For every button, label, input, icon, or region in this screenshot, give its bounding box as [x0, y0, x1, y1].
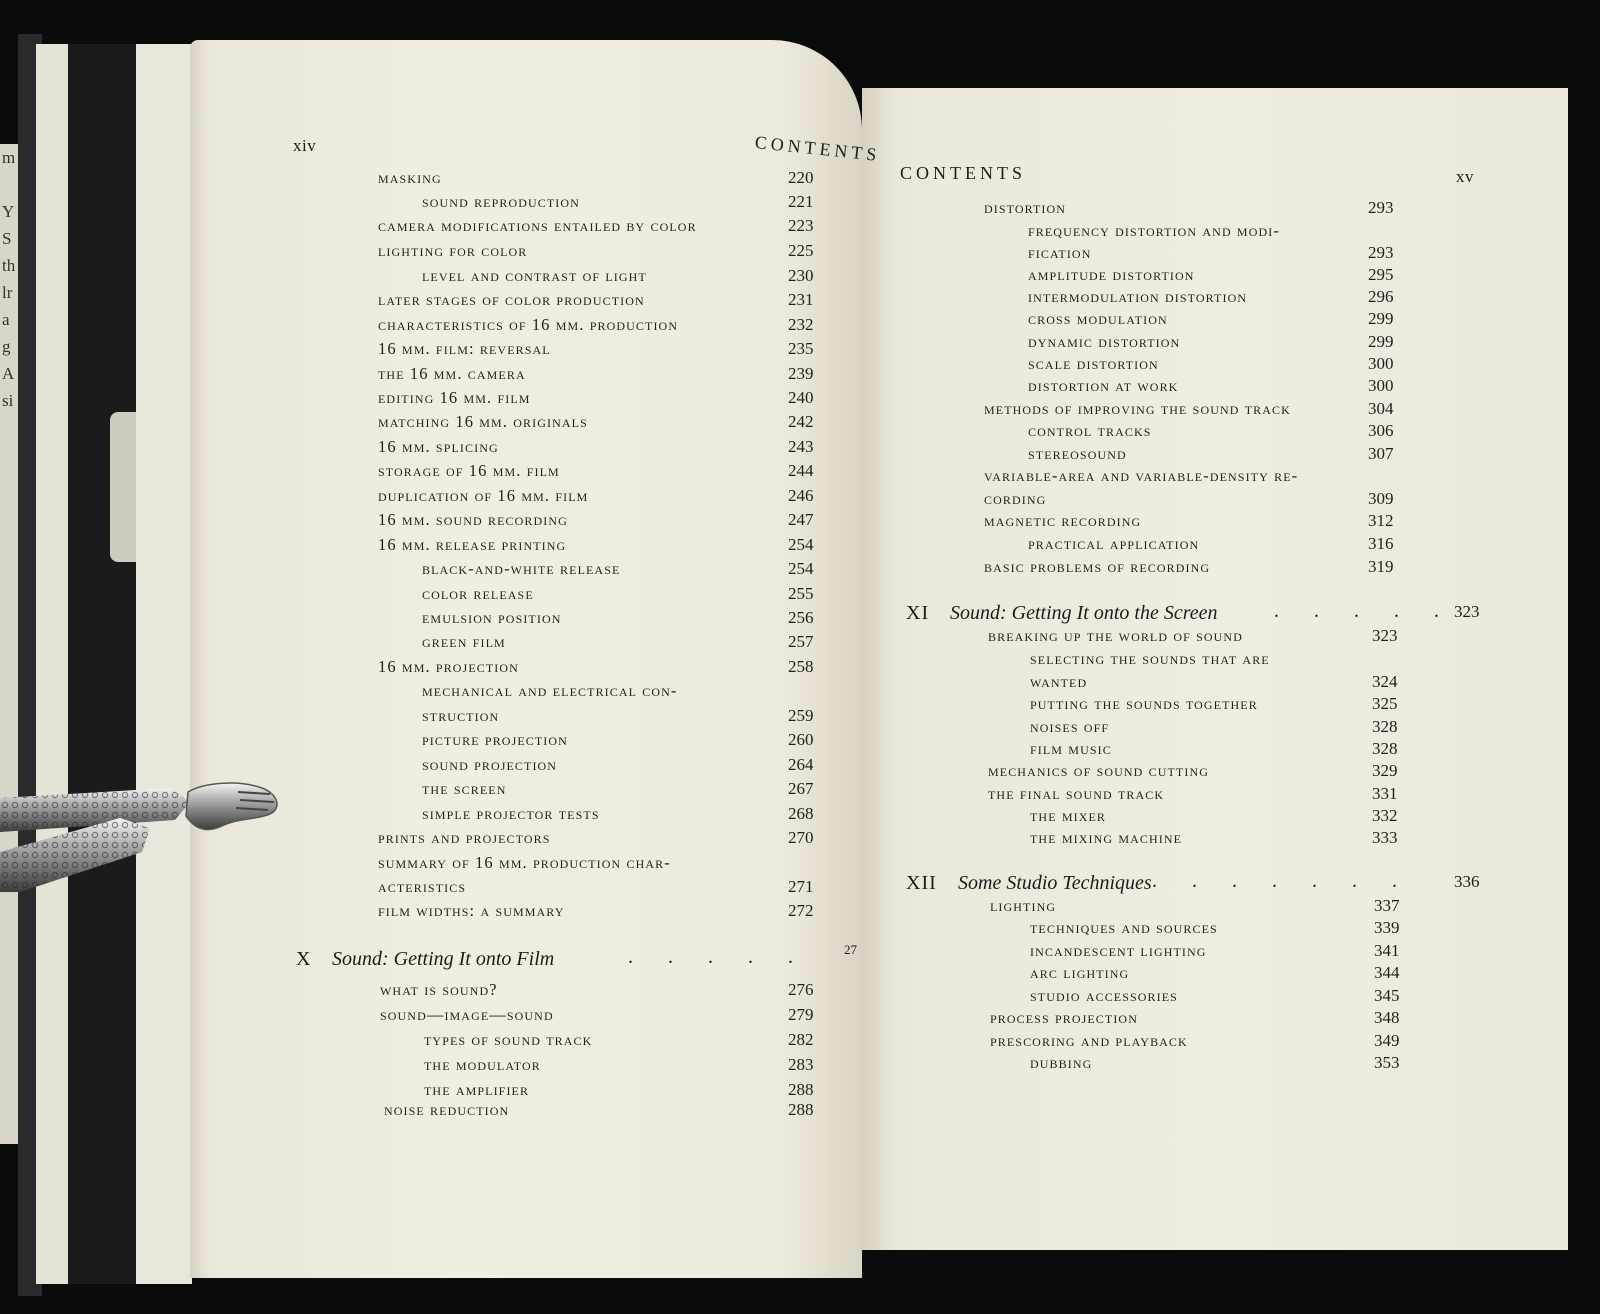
chapter-title: Sound: Getting It onto Film	[332, 948, 555, 970]
toc-entry-page: 255	[788, 584, 814, 603]
toc-entry	[380, 1005, 814, 1027]
toc-entry	[984, 399, 1394, 421]
toc-entry-title: later stages of color production	[378, 290, 645, 309]
toc-entry	[1030, 1053, 1400, 1075]
toc-entry	[378, 339, 814, 361]
toc-entry	[384, 1100, 814, 1122]
toc-entry-title: film music	[1030, 739, 1112, 758]
toc-entry	[1028, 243, 1394, 265]
toc-entry-page: 344	[1374, 963, 1400, 982]
toc-entry-title: level and contrast of light	[422, 266, 647, 285]
toc-entry-page: 312	[1368, 511, 1394, 530]
toc-entry	[984, 511, 1394, 533]
toc-entry-page: 288	[788, 1100, 814, 1119]
toc-entry	[378, 486, 814, 508]
toc-entry-page: 270	[788, 828, 814, 847]
toc-entry	[988, 784, 1398, 806]
flyleaf-letter: si	[2, 391, 14, 410]
toc-entry-page: 243	[788, 437, 814, 456]
toc-entry-title: variable-area and variable-density re-	[984, 466, 1299, 485]
toc-entry-page: 339	[1374, 918, 1400, 937]
flyleaf-letter	[0, 414, 18, 441]
toc-entry	[378, 388, 814, 410]
toc-entry	[984, 198, 1394, 220]
toc-entry	[1030, 739, 1398, 761]
silver-bookmark-clip	[0, 780, 286, 910]
toc-entry	[422, 779, 814, 801]
toc-entry-title: matching 16 mm. originals	[378, 412, 588, 431]
toc-entry-title: dubbing	[1030, 1053, 1093, 1072]
toc-entry-title: the mixing machine	[1030, 828, 1183, 847]
toc-entry-title: cording	[984, 489, 1047, 508]
toc-entry-title: methods of improving the sound track	[984, 399, 1291, 418]
toc-entry	[378, 828, 814, 850]
toc-entry	[378, 315, 814, 337]
toc-entry-page: 246	[788, 486, 814, 505]
toc-entry-title: prescoring and playback	[990, 1031, 1188, 1050]
toc-entry	[378, 461, 814, 483]
toc-entry-title: selecting the sounds that are	[1030, 649, 1270, 668]
toc-entry-title: wanted	[1030, 672, 1088, 691]
toc-entry-title: simple projector tests	[422, 804, 600, 823]
toc-entry-page: 230	[788, 266, 814, 285]
toc-entry-title: incandescent lighting	[1030, 941, 1207, 960]
toc-entry	[422, 730, 814, 752]
toc-entry-page: 328	[1372, 739, 1398, 758]
toc-entry	[1030, 694, 1398, 716]
toc-entry-page: 293	[1368, 243, 1394, 262]
toc-entry	[422, 608, 814, 630]
toc-entry-title: 16 mm. sound recording	[378, 510, 568, 529]
toc-entry-title: struction	[422, 706, 500, 725]
toc-entry-title: sound projection	[422, 755, 558, 774]
toc-entry-page: 341	[1374, 941, 1400, 960]
toc-entry-title: storage of 16 mm. film	[378, 461, 560, 480]
toc-entry	[1028, 287, 1394, 309]
toc-entry-page: 220	[788, 168, 814, 187]
flyleaf-letter: S	[2, 229, 12, 248]
flyleaf-letter: A	[2, 364, 15, 383]
toc-entry-page: 306	[1368, 421, 1394, 440]
toc-entry-page: 296	[1368, 287, 1394, 306]
chapter-leader-dots: . . . . .	[1274, 600, 1454, 622]
toc-entry	[422, 192, 814, 214]
toc-entry	[988, 626, 1398, 648]
chapter-numeral: X	[296, 948, 312, 970]
toc-entry	[1030, 649, 1270, 671]
toc-entry-page: 283	[788, 1055, 814, 1074]
toc-entry-page: 239	[788, 364, 814, 383]
toc-entry-title: prints and projectors	[378, 828, 551, 847]
book-cover-band	[68, 44, 138, 1284]
toc-entry-page: 324	[1372, 672, 1398, 691]
toc-entry-page: 328	[1372, 717, 1398, 736]
chapter-title: Sound: Getting It onto the Screen	[950, 602, 1218, 624]
toc-entry-title: fication	[1028, 243, 1092, 262]
toc-entry	[422, 559, 814, 581]
toc-entry-page: 254	[788, 535, 814, 554]
toc-entry	[378, 290, 814, 312]
toc-entry	[422, 804, 814, 826]
toc-entry-title: emulsion position	[422, 608, 562, 627]
left-running-head: CONTENTS	[753, 132, 882, 166]
right-running-head: CONTENTS	[900, 163, 1026, 183]
toc-entry-page: 345	[1374, 986, 1400, 1005]
toc-entry-page: 240	[788, 388, 814, 407]
toc-entry-title: green film	[422, 632, 506, 651]
right-page-number: xv	[1456, 167, 1474, 186]
toc-entry	[378, 901, 814, 923]
endpaper-stencil-shape	[110, 412, 136, 562]
toc-entry-page: 258	[788, 657, 814, 676]
toc-entry	[1028, 444, 1394, 466]
toc-entry-page: 348	[1374, 1008, 1400, 1027]
chapter-numeral: XI	[906, 602, 930, 624]
toc-entry-page: 332	[1372, 806, 1398, 825]
toc-entry-page: 260	[788, 730, 814, 749]
toc-entry-page: 272	[788, 901, 814, 920]
toc-entry	[422, 681, 678, 703]
toc-entry-page: 319	[1368, 557, 1394, 576]
toc-entry-page: 282	[788, 1030, 814, 1049]
chapter-x-heading	[296, 942, 866, 976]
toc-entry	[1028, 332, 1394, 354]
toc-entry	[1030, 918, 1400, 940]
toc-entry-page: 288	[788, 1080, 814, 1099]
toc-entry	[378, 412, 814, 434]
toc-entry-page: 299	[1368, 332, 1394, 351]
toc-entry	[422, 266, 814, 288]
toc-entry-title: summary of 16 mm. production char-	[378, 853, 671, 872]
toc-entry-page: 268	[788, 804, 814, 823]
toc-entry	[990, 1031, 1400, 1053]
toc-entry	[1028, 421, 1394, 443]
toc-entry	[378, 510, 814, 532]
toc-entry-title: acteristics	[378, 877, 467, 896]
toc-entry	[1028, 534, 1394, 556]
toc-entry	[378, 877, 814, 899]
toc-entry	[984, 466, 1299, 488]
chapter-numeral: XII	[906, 872, 937, 894]
toc-entry-title: the screen	[422, 779, 507, 798]
flyleaf-letter	[0, 441, 18, 468]
toc-entry	[378, 364, 814, 386]
toc-entry-page: 271	[788, 877, 814, 896]
toc-entry-page: 244	[788, 461, 814, 480]
toc-entry-title: 16 mm. splicing	[378, 437, 499, 456]
toc-entry-title: frequency distortion and modi-	[1028, 221, 1280, 240]
toc-entry-page: 323	[1372, 626, 1398, 645]
toc-entry-page: 307	[1368, 444, 1394, 463]
toc-entry	[380, 980, 814, 1002]
toc-entry-page: 309	[1368, 489, 1394, 508]
toc-entry-title: arc lighting	[1030, 963, 1130, 982]
toc-entry-page: 267	[788, 779, 814, 798]
toc-entry-title: amplitude distortion	[1028, 265, 1195, 284]
toc-entry-title: sound reproduction	[422, 192, 580, 211]
toc-entry-title: mechanics of sound cutting	[988, 761, 1209, 780]
toc-entry-title: lighting for color	[378, 241, 528, 260]
toc-entry-page: 329	[1372, 761, 1398, 780]
toc-entry-title: picture projection	[422, 730, 568, 749]
toc-entry	[424, 1055, 814, 1077]
toc-entry	[1030, 806, 1398, 828]
toc-entry	[378, 168, 814, 190]
toc-entry-title: masking	[378, 168, 442, 187]
toc-entry-title: the mixer	[1030, 806, 1107, 825]
toc-entry-page: 353	[1374, 1053, 1400, 1072]
toc-entry-title: sound—image—sound	[380, 1005, 554, 1024]
toc-entry	[378, 216, 814, 238]
toc-entry-title: the 16 mm. camera	[378, 364, 526, 383]
toc-entry	[378, 241, 814, 263]
flyleaf-letter: lr	[2, 283, 13, 302]
toc-entry-page: 225	[788, 241, 814, 260]
toc-entry-page: 325	[1372, 694, 1398, 713]
toc-entry-page: 264	[788, 755, 814, 774]
toc-entry-page: 247	[788, 510, 814, 529]
flyleaf-letter: g	[2, 337, 11, 356]
right-page	[862, 88, 1568, 1250]
toc-entry	[990, 896, 1400, 918]
chapter-leader-dots: . . . . . . .	[1152, 870, 1412, 892]
toc-entry-title: the modulator	[424, 1055, 541, 1074]
toc-entry-title: noises off	[1030, 717, 1110, 736]
toc-entry-title: 16 mm. film: reversal	[378, 339, 551, 358]
toc-entry-title: basic problems of recording	[984, 557, 1211, 576]
toc-entry	[378, 437, 814, 459]
chapter-title: Some Studio Techniques	[958, 872, 1152, 894]
chapter-page-number: 336	[1454, 872, 1480, 891]
chapter-page-number: 323	[1454, 602, 1480, 621]
flyleaf-letter: a	[2, 310, 10, 329]
toc-entry-title: duplication of 16 mm. film	[378, 486, 589, 505]
toc-entry-page: 276	[788, 980, 814, 999]
toc-entry-page: 293	[1368, 198, 1394, 217]
flyleaf-edge-text	[0, 144, 18, 1144]
toc-entry	[984, 489, 1394, 511]
toc-entry-page: 337	[1374, 896, 1400, 915]
toc-entry-title: mechanical and electrical con-	[422, 681, 678, 700]
toc-entry-title: stereosound	[1028, 444, 1127, 463]
toc-entry	[422, 632, 814, 654]
toc-entry-title: noise reduction	[384, 1100, 510, 1119]
toc-entry-title: cross modulation	[1028, 309, 1168, 328]
toc-entry	[1028, 354, 1394, 376]
chapter-leader-dots: . . . . .	[628, 946, 808, 968]
toc-entry-page: 231	[788, 290, 814, 309]
toc-entry	[422, 706, 814, 728]
toc-entry-title: color release	[422, 584, 534, 603]
toc-entry-page: 242	[788, 412, 814, 431]
toc-entry-page: 331	[1372, 784, 1398, 803]
toc-entry-page: 295	[1368, 265, 1394, 284]
toc-entry	[424, 1030, 814, 1052]
toc-entry	[1028, 309, 1394, 331]
toc-entry-page: 279	[788, 1005, 814, 1024]
toc-entry-page: 221	[788, 192, 814, 211]
toc-entry-title: scale distortion	[1028, 354, 1159, 373]
toc-entry	[1030, 941, 1400, 963]
toc-entry-page: 299	[1368, 309, 1394, 328]
toc-entry-title: distortion	[984, 198, 1067, 217]
toc-entry-title: the amplifier	[424, 1080, 530, 1099]
toc-entry-title: characteristics of 16 mm. production	[378, 315, 679, 334]
book-endpaper-strip	[136, 44, 192, 1284]
toc-entry	[422, 584, 814, 606]
toc-entry	[378, 853, 671, 875]
toc-entry	[378, 657, 814, 679]
toc-entry-title: the final sound track	[988, 784, 1165, 803]
toc-entry-title: process projection	[990, 1008, 1138, 1027]
toc-entry-title: intermodulation distortion	[1028, 287, 1248, 306]
toc-entry	[988, 761, 1398, 783]
toc-entry-title: lighting	[990, 896, 1057, 915]
toc-entry	[1030, 672, 1398, 694]
toc-entry	[1030, 986, 1400, 1008]
toc-entry-page: 257	[788, 632, 814, 651]
toc-entry-page: 254	[788, 559, 814, 578]
toc-entry-page: 333	[1372, 828, 1398, 847]
toc-entry-title: 16 mm. projection	[378, 657, 519, 676]
flyleaf-letter: Y	[2, 202, 15, 221]
toc-entry-page: 256	[788, 608, 814, 627]
toc-entry	[1030, 963, 1400, 985]
toc-entry-title: breaking up the world of sound	[988, 626, 1243, 645]
toc-entry	[1028, 265, 1394, 287]
toc-entry-page: 304	[1368, 399, 1394, 418]
toc-entry-title: 16 mm. release printing	[378, 535, 567, 554]
toc-entry-page: 349	[1374, 1031, 1400, 1050]
toc-entry-page: 300	[1368, 354, 1394, 373]
toc-entry-title: putting the sounds together	[1030, 694, 1258, 713]
toc-entry-page: 223	[788, 216, 814, 235]
left-page-number: xiv	[293, 136, 317, 155]
toc-entry-title: studio accessories	[1030, 986, 1178, 1005]
toc-entry-title: black-and-white release	[422, 559, 621, 578]
toc-entry-page: 259	[788, 706, 814, 725]
flyleaf-letter: th	[2, 256, 16, 275]
toc-entry	[1030, 717, 1398, 739]
toc-entry-title: types of sound track	[424, 1030, 593, 1049]
toc-entry	[378, 535, 814, 557]
flyleaf-letter	[0, 171, 18, 198]
toc-entry-title: film widths: a summary	[378, 901, 565, 920]
chapter-page-number: 27	[844, 942, 857, 957]
toc-entry-title: dynamic distortion	[1028, 332, 1181, 351]
toc-entry-page: 316	[1368, 534, 1394, 553]
toc-entry-title: practical application	[1028, 534, 1200, 553]
toc-entry	[1028, 221, 1280, 243]
toc-entry-title: what is sound?	[380, 980, 498, 999]
toc-entry-title: techniques and sources	[1030, 918, 1218, 937]
toc-entry	[424, 1080, 814, 1102]
toc-entry-page: 232	[788, 315, 814, 334]
toc-entry-title: camera modifications entailed by color	[378, 216, 697, 235]
toc-entry-title: editing 16 mm. film	[378, 388, 531, 407]
toc-entry-page: 300	[1368, 376, 1394, 395]
toc-entry	[990, 1008, 1400, 1030]
toc-entry-title: distortion at work	[1028, 376, 1179, 395]
flyleaf-letter: m	[2, 148, 16, 167]
toc-entry-page: 235	[788, 339, 814, 358]
toc-entry	[984, 557, 1394, 579]
toc-entry	[1028, 376, 1394, 398]
toc-entry-title: magnetic recording	[984, 511, 1142, 530]
toc-entry-title: control tracks	[1028, 421, 1152, 440]
toc-entry	[1030, 828, 1398, 850]
toc-entry	[422, 755, 814, 777]
